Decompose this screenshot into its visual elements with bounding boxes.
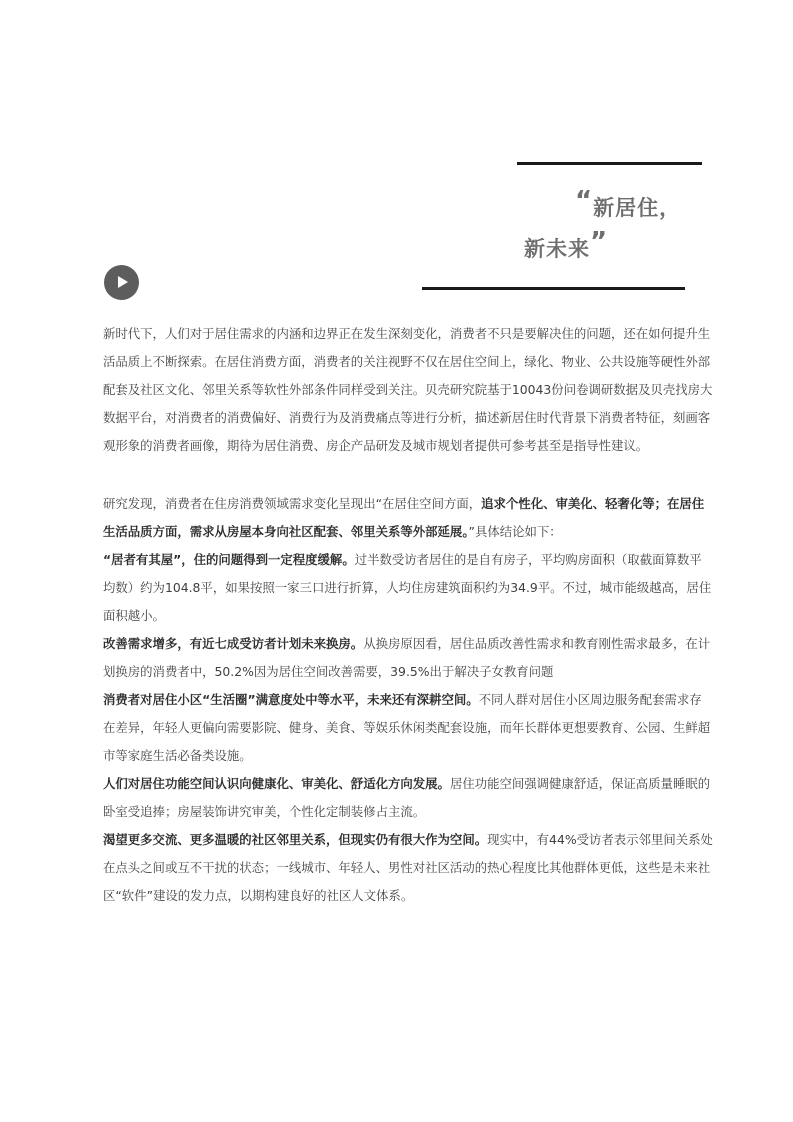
open-quote: “ [575,186,594,216]
intro-paragraph: 新时代下，人们对于居住需求的内涵和边界正在发生深刻变化，消费者不只是要解决住的问题，还在如何提升生活品质上不断探索。在居住消费方面，消费者的关注视野不仅在居住空间上，绿化、物业、公共设施等硬性外部配套及社区文化、邻里关系等软性外部条件同样受到关注。贝壳研究院基于10043份问卷调研数据及贝壳找房大数据平台，对消费者的消费偏好、消费行为及消费痛点等进行分析，描述新居住时代背景下消费者特征，刻画客观形象的消费者画像，期待为居住消费、房企产品研发及城市规划者提供可参考甚至是指导性建议。 [103,326,713,453]
research-paragraph [103,490,713,546]
title-text-2: 新未来 [524,237,590,261]
finding-body: 从换房原因看，居住品质改善性需求和教育刚性需求最多，在计划换房的消费者中，50.2%因为居住空间改善需要，39.5%出于解决子女教育问题 [103,636,711,679]
research-tail: ”具体结论如下： [468,524,562,539]
title-line-2 [524,227,609,263]
finding-body: 不同人群对居住小区周边服务配套需求存在差异，年轻人更偏向需要影院、健身、美食、等娱乐休闲类配套设施，而年长群体更想要教育、公园、生鲜超市等家庭生活必备类设施。 [103,692,711,763]
finding-body: 现实中，有44%受访者表示邻里间关系处在点头之间或互不干扰的状态；一线城市、年轻人、男性对社区活动的热心程度比其他群体更低，这些是未来社区“软件”建设的发力点，以期构建良好的社区人文体系。 [103,832,713,903]
finding-5 [103,826,713,910]
finding-2 [103,630,713,686]
play-icon[interactable] [104,265,139,300]
finding-headline: 消费者对居住小区“生活圈”满意度处中等水平，未来还有深耕空间。 [103,692,479,707]
close-quote: ” [590,227,609,257]
title-line-1 [575,186,682,222]
research-highlight: 追求个性化、审美化、轻奢化等；在居住生活品质方面，需求从房屋本身向社区配套、邻里关系等外部延展。 [103,496,705,539]
finding-body: 过半数受访者居住的是自有房子，平均购房面积（取截面算数平均数）约为104.8平，如果按照一家三口进行折算，人均住房建筑面积约为34.9平。不过，城市能级越高，居住面积越小。 [103,552,712,623]
finding-headline: 人们对居住功能空间认识向健康化、审美化、舒适化方向发展。 [103,776,450,791]
finding-body: 居住功能空间强调健康舒适，保证高质量睡眠的卧室受追捧；房屋装饰讲究审美，个性化定制装修占主流。 [103,776,711,819]
top-divider [517,162,702,165]
finding-headline: 渴望更多交流、更多温暖的社区邻里关系，但现实仍有很大作为空间。 [103,832,488,847]
finding-headline: “居者有其屋”，住的问题得到一定程度缓解。 [103,552,355,567]
research-lead: 研究发现，消费者在住房消费领域需求变化呈现出“在居住空间方面， [103,496,482,511]
finding-4 [103,770,713,826]
finding-headline: 改善需求增多，有近七成受访者计划未来换房。 [103,636,364,651]
finding-3 [103,686,713,770]
title-text-1: 新居住， [593,196,682,220]
finding-1 [103,546,713,630]
bottom-divider [422,287,685,290]
